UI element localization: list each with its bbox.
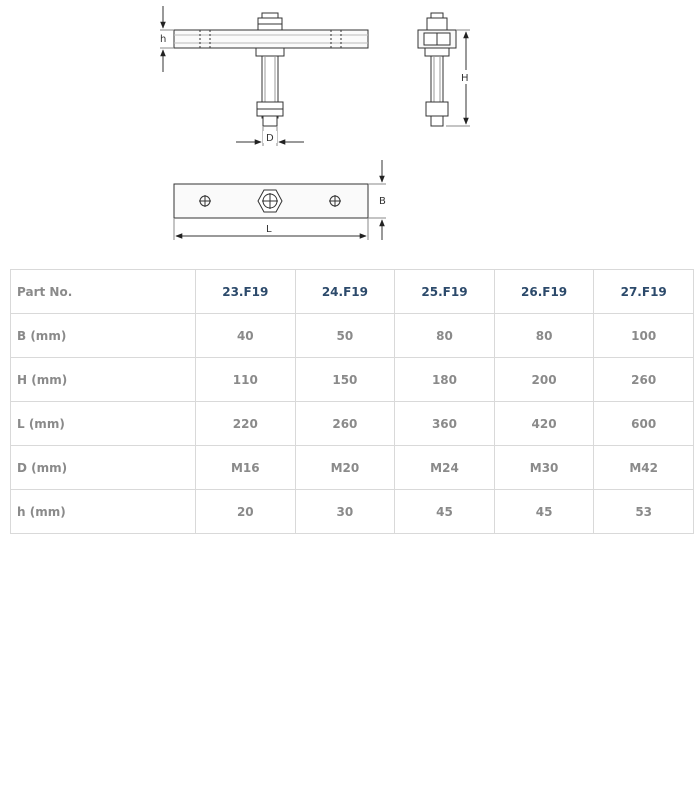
table-cell: M24 xyxy=(395,446,495,490)
row-label: B (mm) xyxy=(11,314,196,358)
table-cell: 200 xyxy=(494,358,594,402)
table-cell: 220 xyxy=(196,402,296,446)
table-cell: 180 xyxy=(395,358,495,402)
dim-label-d: D xyxy=(266,133,274,144)
table-cell: 150 xyxy=(295,358,395,402)
row-label: D (mm) xyxy=(11,446,196,490)
table-cell: 20 xyxy=(196,490,296,534)
table-row xyxy=(11,402,694,446)
part-number-cell: 26.F19 xyxy=(494,270,594,314)
table-cell: M20 xyxy=(295,446,395,490)
row-label: h (mm) xyxy=(11,490,196,534)
table-cell: 110 xyxy=(196,358,296,402)
table-cell: 600 xyxy=(594,402,694,446)
dim-label-B: B xyxy=(379,196,386,207)
part-number-cell: 24.F19 xyxy=(295,270,395,314)
table-cell: 80 xyxy=(395,314,495,358)
table-cell: M30 xyxy=(494,446,594,490)
table-cell: 45 xyxy=(395,490,495,534)
table-cell: 50 xyxy=(295,314,395,358)
table-cell: M16 xyxy=(196,446,296,490)
table-cell: M42 xyxy=(594,446,694,490)
table-cell: 40 xyxy=(196,314,296,358)
table-row xyxy=(11,490,694,534)
table-cell: 420 xyxy=(494,402,594,446)
part-number-cell: 27.F19 xyxy=(594,270,694,314)
table-cell: 53 xyxy=(594,490,694,534)
table-cell: 45 xyxy=(494,490,594,534)
table-row xyxy=(11,314,694,358)
dim-label-H: H xyxy=(461,73,469,84)
table-cell: 260 xyxy=(594,358,694,402)
spec-table xyxy=(10,269,694,534)
front-view xyxy=(160,6,368,146)
drawing-svg xyxy=(0,0,696,250)
table-row xyxy=(11,446,694,490)
table-cell: 100 xyxy=(594,314,694,358)
row-label: H (mm) xyxy=(11,358,196,402)
table-header-row xyxy=(11,270,694,314)
table-row xyxy=(11,358,694,402)
part-number-cell: 23.F19 xyxy=(196,270,296,314)
table-cell: 360 xyxy=(395,402,495,446)
side-view xyxy=(418,13,470,126)
dim-label-L: L xyxy=(266,224,272,235)
table-cell: 260 xyxy=(295,402,395,446)
table-cell: 80 xyxy=(494,314,594,358)
table-cell: 30 xyxy=(295,490,395,534)
technical-drawing xyxy=(0,0,696,250)
row-label: L (mm) xyxy=(11,402,196,446)
part-no-header: Part No. xyxy=(11,270,196,314)
top-view xyxy=(174,160,386,240)
part-number-cell: 25.F19 xyxy=(395,270,495,314)
dim-label-h: h xyxy=(160,34,167,45)
